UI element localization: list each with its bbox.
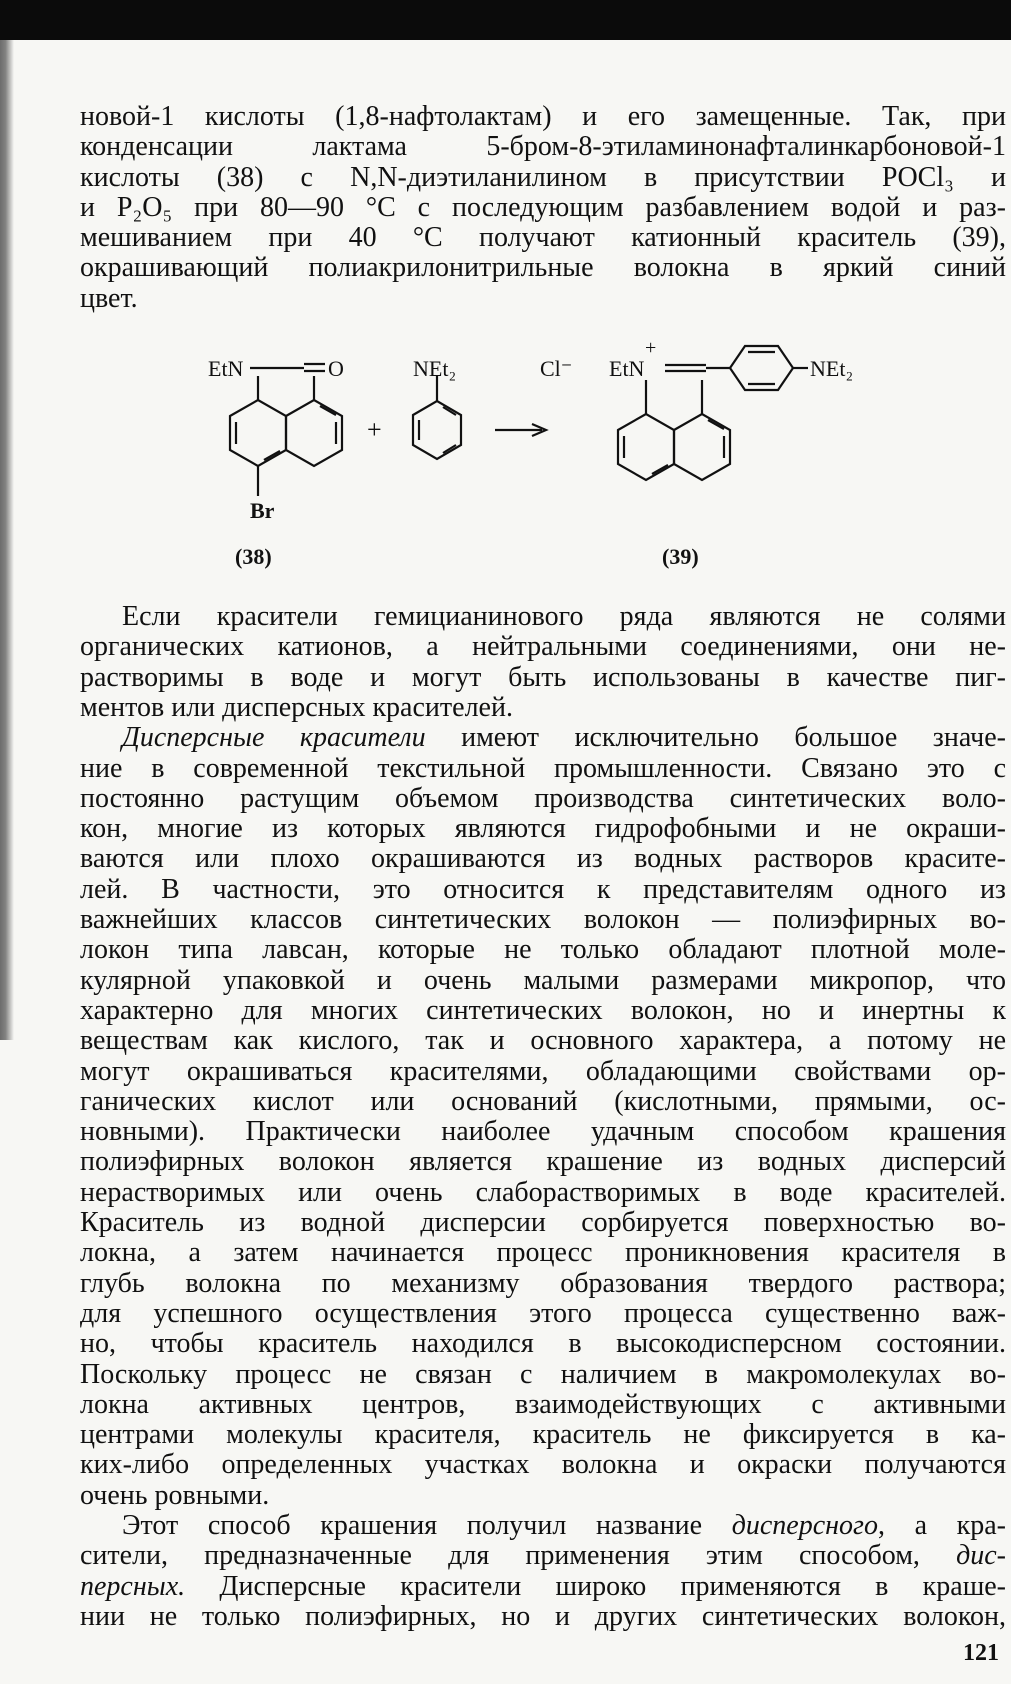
text-run: Дисперсные красители широко применяются в краше- [185, 1570, 1006, 1602]
text-line: органических катионов, а нейтральными соединениями, они не- [80, 631, 1006, 663]
ring-39-left [618, 414, 674, 480]
text-line: новными). Практически наиболее удачным способом крашения [80, 1116, 1006, 1148]
text-line: нерастворимых или очень слаборастворимых в воде красителей. [80, 1176, 1006, 1208]
label-oxygen: O [328, 356, 344, 382]
text-line: цвет. [80, 282, 138, 314]
text-line: мешиванием при 40 °C получают катионный краситель (39), [80, 222, 1006, 254]
paragraph-pigments [80, 602, 1006, 723]
ring-38-left [230, 400, 286, 466]
text-line: но, чтобы краситель находился в высокодисперсном состоянии. [80, 1328, 1006, 1360]
text-line: ние в современной текстильной промышленности. Связано это с [80, 752, 1006, 784]
text-line [80, 1511, 1006, 1541]
label-charge: + [645, 338, 657, 360]
text-line: ганических кислот или оснований (кислотными, прямыми, ос- [80, 1085, 1006, 1117]
page-body [80, 102, 1006, 1632]
text-run: , а кра- [877, 1509, 1006, 1541]
italic-term: Дисперсные красители [122, 722, 426, 754]
text-line: локна активных центров, взаимодействующих с активными [80, 1388, 1006, 1420]
text-line: очень ровными. [80, 1479, 270, 1511]
text-line: кулярной упаковкой и очень малыми размерами микропор, что [80, 964, 1006, 996]
ring-aniline [413, 401, 461, 459]
text-line: кон, многие из которых являются гидрофобными и не окраши- [80, 813, 1006, 845]
text-line: могут окрашиваться красителями, обладающими свойствами ор- [80, 1055, 1006, 1087]
text-line: постоянно растущим объемом производства синтетических воло- [80, 782, 1006, 814]
page-number: 121 [963, 1640, 999, 1666]
text-line-lead [80, 723, 1006, 753]
text-line: важнейших классов синтетических волокон — полиэфирных во- [80, 904, 1006, 936]
label-etn-38: EtN [208, 356, 244, 382]
text-line: Краситель из водной дисперсии сорбируется поверхностью во- [80, 1207, 1006, 1239]
label-net2-aniline: NEt₂ [413, 356, 457, 382]
text-line: полиэфирных волокон является крашение из водных дисперсий [80, 1146, 1006, 1178]
text-line [80, 1541, 1006, 1571]
label-cl-anion: Cl⁻ [540, 356, 573, 382]
scan-top-border [0, 0, 1011, 40]
text-line: Поскольку процесс не связан с наличием в макромолекулах во- [80, 1358, 1006, 1390]
label-compound-38: (38) [235, 544, 272, 570]
text-line: конденсации лактама 5-бром-8-этиламинонафталинкарбоновой-1 [80, 131, 1006, 163]
text-line: и P₂O₅ при 80—90 °C с последующим разбавлением водой и раз- [80, 191, 1006, 223]
text-line: лей. В частности, это относится к представителям одного из [80, 873, 1006, 905]
text-line: растворимы в воде и могут быть использованы в качестве пиг- [80, 661, 1006, 693]
ring-38-right [286, 400, 342, 466]
text-line: глубь волокна по механизму образования твердого раствора; [80, 1267, 1006, 1299]
text-line: окрашивающий полиакрилонитрильные волокна в яркий синий [80, 252, 1006, 284]
paragraph-disperse-dyes [80, 723, 1006, 1511]
italic-term: дис- [956, 1540, 1006, 1572]
text-run: Этот способ крашения получил название [122, 1509, 732, 1541]
text-line: для успешного осуществления этого процесса существенно важ- [80, 1297, 1006, 1329]
ring-39-right [674, 414, 730, 480]
text-line: новой-1 кислоты (1,8-нафтолактам) и его замещенные. Так, при [80, 101, 1006, 132]
italic-term: дисперсного [731, 1509, 878, 1541]
text-line [80, 1572, 1006, 1602]
label-compound-39: (39) [662, 544, 699, 570]
italic-term: персных. [80, 1570, 186, 1602]
scan-left-edge [0, 40, 14, 1040]
text-line: Если красители гемицианинового ряда являются не солями [122, 601, 1006, 633]
label-br: Br [250, 498, 275, 524]
text-line: центрами молекулы красителя, краситель не фиксируется в ка- [80, 1419, 1006, 1451]
label-plus: + [367, 415, 382, 445]
text-line: локон типа лавсан, которые не только обладают плотной моле- [80, 934, 1006, 966]
text-line: локна, а затем начинается процесс проникновения красителя в [80, 1237, 1006, 1269]
reaction-scheme-svg [80, 338, 1006, 594]
text-run: сители, предназначенные для применения этим способом, [80, 1540, 957, 1572]
lead-rest: имеют исключительно большое значе- [425, 722, 1006, 754]
reaction-scheme [80, 338, 1006, 594]
text-line: кислоты (38) с N,N-диэтиланилином в присутствии POCl₃ и [80, 161, 1006, 193]
text-line: ких-либо определенных участках волокна и окраски получаются [80, 1449, 1006, 1481]
text-line: ментов или дисперсных красителей. [80, 691, 513, 723]
text-line: ваются или плохо окрашиваются из водных растворов красите- [80, 843, 1006, 875]
text-line: веществам как кислого, так и основного характера, а потому не [80, 1025, 1006, 1057]
label-net2-product: NEt₂ [810, 356, 854, 382]
text-line: нии не только полиэфирных, но и других синтетических волокон, [80, 1600, 1006, 1632]
label-etn-39: EtN [609, 356, 645, 382]
paragraph-intro [80, 102, 1006, 314]
paragraph-disperse-method [80, 1511, 1006, 1632]
text-line: характерно для многих синтетических волокон, но и инертны к [80, 994, 1006, 1026]
